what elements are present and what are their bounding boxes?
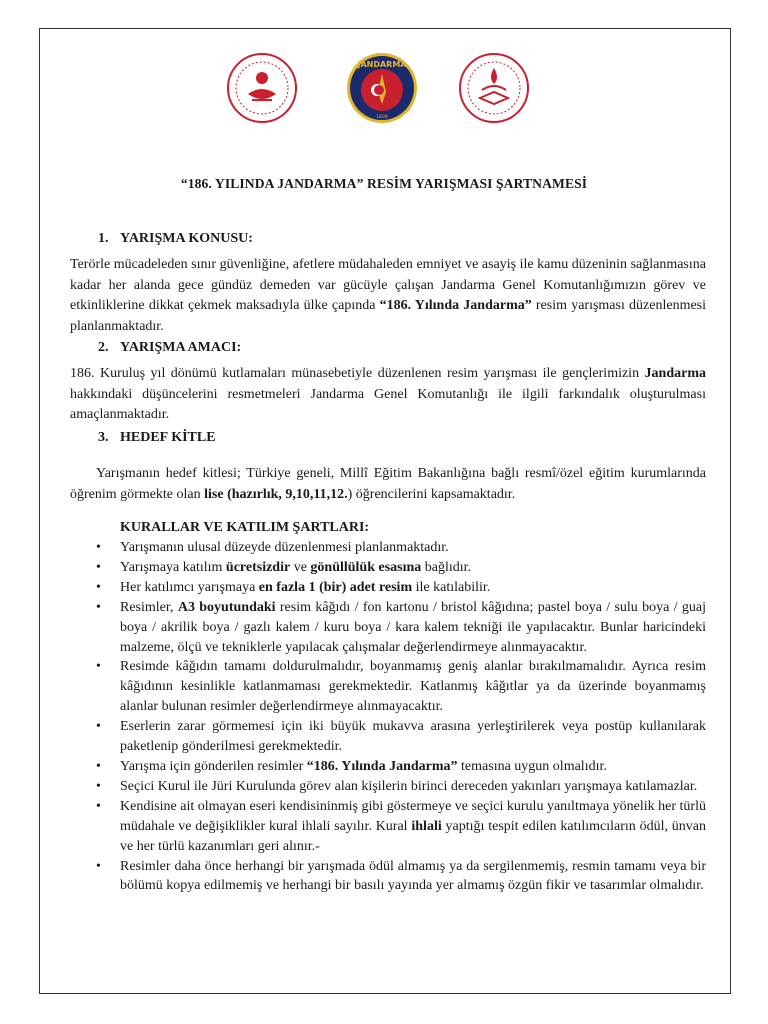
section-2-heading: [98, 340, 241, 356]
bold-text: “186. Yılında Jandarma”: [306, 758, 458, 774]
text-run: ) öğrencilerini kapsamaktadır.: [347, 486, 516, 502]
section-heading-text: HEDEF KİTLE: [120, 430, 216, 445]
bullet-icon: •: [96, 719, 101, 735]
rule-item: [70, 578, 706, 598]
text-run: ve: [290, 559, 311, 575]
bold-text: lise (hazırlık, 9,10,11,12.: [204, 486, 348, 502]
text-run: Resimde kâğıdın tamamı doldurulmalıdır, boyanmamış geniş alanlar bırakılmamalıdır. Ayrıca resim kâğıdının kesinlikle katlanmaması gerekmektedir. Katlanmış kâğıtlar ya da üzerinde boyanmamış alanlar bulunan resimler değerlendirmeye alınmayacaktır.: [120, 659, 706, 715]
text-run: Yarışmaya katılım: [120, 559, 226, 575]
rules-heading: KURALLAR VE KATILIM ŞARTLARI:: [120, 520, 370, 535]
bold-text: “186. Yılında Jandarma”: [379, 298, 532, 313]
section-number: 1.: [98, 231, 109, 246]
section-1-heading: [98, 231, 253, 247]
text-run: Resimler daha önce herhangi bir yarışmada ödül almamış ya da sergilenmemiş, resmin tamamı veya bir bölümü kopya edilmemiş ve herhangi bir basılı yayında yer almamış özgün fikir ve tasarımlar olmalıdır.: [120, 858, 706, 894]
bullet-icon: •: [96, 559, 101, 575]
rule-item: [70, 598, 706, 658]
text-run: Terörle mücadeleden sınır güvenliğine, afetlere müdahaleden emniyet ve asayiş ile kamu düzeninin sağlanmasına kadar her alanda gece gündüz demeden var gücüyle çalışan Jandarma Genel Komutanlığımızın görev ve etkinliklerine dikkat çekmek maksadıyla ülke çapında: [70, 257, 706, 313]
text-run: temasına uygun olmalıdır.: [457, 758, 607, 774]
text-run: resim kâğıdı / fon kartonu / bristol kâğıdına; pastel boya / sulu boya / guaj boya / akrilik boya / gazlı kalem / kuru boya / kara kalem tekniği ile yapılacaktır. Bunlar haricindeki malzeme, ölçü ve tekniklerle yapılacak çalışmalar değerlendirmeye alınmayacaktır.: [120, 599, 707, 655]
text-run: Yarışmanın hedef kitlesi; Türkiye geneli, Millî Eğitim Bakanlığına bağlı resmî/özel eğitim kurumlarında öğrenim görmekte olan: [70, 466, 706, 502]
text-run: bağlıdır.: [421, 559, 472, 575]
bullet-icon: •: [96, 540, 101, 555]
bold-text: ihlali: [411, 818, 442, 834]
rule-item: [70, 717, 706, 757]
rule-item: [70, 797, 706, 857]
text-run: hakkındaki düşüncelerini resmetmeleri Jandarma Genel Komutanlığı ile ilgili farkındalık oluşturulması amaçlanmaktadır.: [70, 386, 706, 422]
section-heading-text: YARIŞMA AMACI:: [120, 340, 242, 355]
bullet-icon: •: [96, 659, 101, 675]
section-number: 3.: [98, 430, 109, 445]
text-run: Seçici Kurul ile Jüri Kurulunda görev alan kişilerin birinci dereceden yakınları yarışmaya katılamazlar.: [120, 778, 698, 794]
bold-text: Jandarma: [644, 366, 706, 381]
rule-item: [70, 558, 706, 578]
section-heading-text: YARIŞMA KONUSU:: [120, 231, 253, 246]
text-run: Yarışma için gönderilen resimler: [120, 758, 307, 774]
section-3-body: [70, 464, 706, 505]
bullet-icon: •: [96, 798, 101, 814]
text-run: 186. Kuruluş yıl dönümü kutlamaları münasebetiyle düzenlenen resim yarışması ile gençlerimizin: [70, 366, 645, 381]
text-run: yaptığı tespit edilen katılımcıların ödül, ünvan ve her türlü kazanımları geri alınır.-: [120, 818, 706, 854]
emblem-text: JANDARMA: [357, 60, 407, 69]
bold-text: ücretsizdir: [225, 559, 291, 575]
rule-item: [70, 538, 706, 558]
bullet-icon: •: [96, 599, 101, 615]
logo-row: [0, 52, 768, 132]
bold-text: gönüllülük esasına: [310, 559, 422, 575]
emblem-year: 1839: [376, 115, 388, 120]
bold-text: en fazla 1 (bir) adet resim: [258, 579, 413, 595]
text-run: Eserlerin zarar görmemesi için iki büyük mukavva arasına yerleştirilerek veya postüp kullanılarak paketlenip gönderilmesi gerekmektedir.: [120, 719, 706, 755]
education-ministry-seal-icon: [458, 52, 530, 124]
bullet-icon: •: [96, 778, 101, 794]
bullet-icon: •: [96, 758, 101, 774]
bullet-icon: •: [96, 858, 101, 874]
section-3-heading: [98, 430, 216, 446]
rule-item: [70, 657, 706, 717]
text-run: Kendisine ait olmayan eseri kendisininmiş gibi göstermeye ve seçici kurulu yanıltmaya yönelik her türlü müdahale ve değişiklikler kural ihlali sayılır. Kural: [120, 798, 706, 834]
text-run: Yarışmanın ulusal düzeyde düzenlenmesi planlanmaktadır.: [120, 540, 449, 555]
family-ministry-seal-icon: [226, 52, 298, 124]
rules-list: [70, 538, 706, 896]
rule-item: [70, 857, 706, 897]
text-run: resim yarışması düzenlenmesi planlanmaktadır.: [70, 298, 707, 334]
text-run: Resimler,: [120, 599, 178, 615]
text-run: Her katılımcı yarışmaya: [120, 579, 259, 595]
section-1-body: [70, 255, 706, 337]
bold-text: A3 boyutundaki: [177, 599, 276, 615]
section-number: 2.: [98, 340, 109, 355]
rule-item: [70, 757, 706, 777]
text-run: ile katılabilir.: [412, 579, 491, 595]
section-2-body: [70, 364, 706, 426]
bullet-icon: •: [96, 579, 101, 595]
jandarma-emblem-icon: [346, 52, 418, 124]
document-title: “186. YILINDA JANDARMA” RESİM YARIŞMASI ŞARTNAMESİ: [180, 176, 588, 191]
rule-item: [70, 777, 706, 797]
